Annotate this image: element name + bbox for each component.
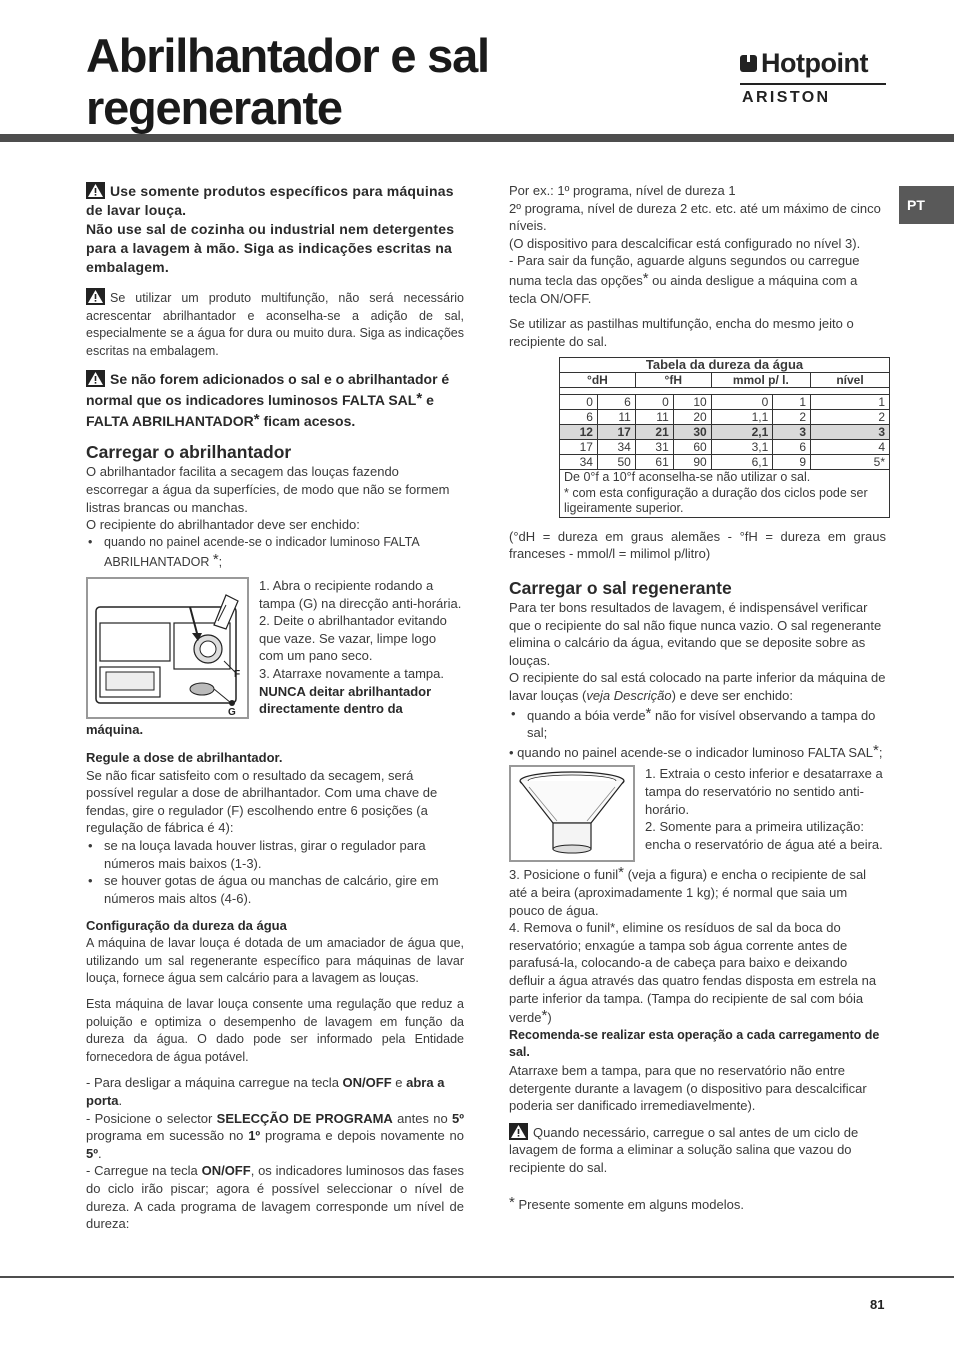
warning-icon (86, 288, 105, 305)
title-line-2: regenerante (86, 81, 342, 134)
salt-list (509, 705, 886, 742)
brand-mark-icon (740, 55, 757, 72)
table-cell: 6 (597, 395, 635, 410)
language-tab: PT (899, 186, 954, 224)
hardness-step-3: - Carregue na tecla ON/OFF, os indicadores luminosos das fases do ciclo irão piscar; agora é possível seleccionar o nível de dureza. A cada programa de lavagem corresponde um nível de dureza: (86, 1163, 464, 1232)
footnote: * Presente somente em alguns modelos. (509, 1194, 744, 1213)
salt-indicator: • quando no painel acende-se o indicador luminoso FALTA SAL*; (509, 741, 883, 760)
table-cell: 30 (673, 425, 711, 440)
warning-multifunction: Se utilizar um produto multifunção, não será necessário acrescentar abrilhantador e aconselha-se a adição de sal, especialmente se a água for dura ou muito dura. Siga as indicações escritas na embalagem. (86, 288, 464, 360)
footer-rule (0, 1276, 954, 1278)
section-heading-dose: Regule a dose de abrilhantador. (86, 749, 283, 765)
list-item: • se houver gotas de água ou manchas de calcário, gire em números mais altos (4-6). (86, 872, 464, 907)
salt-figure-block (509, 765, 886, 862)
table-row (560, 425, 890, 440)
hardness-text-2: Esta máquina de lavar louça consente uma regulação que reduz a poluição e optimiza o desempenho de lavagem em função da dureza da água. O dado pode ser informado pela Entidade fornecedora de água potável. (86, 997, 464, 1064)
table-row (560, 395, 890, 410)
table-cell: 0 (711, 395, 773, 410)
table-row (560, 440, 890, 455)
rinse-aid-list (86, 534, 464, 572)
brand-name: Hotpoint (740, 48, 890, 79)
rinse-aid-fill: O recipiente do abrilhantador deve ser enchido: (86, 517, 360, 533)
rinse-aid-steps: 1. Abra o recipiente rodando a tampa (G) na direcção anti-horária. 2. Deite o abrilhantador evitando que vaze. Se vazar, limpe logo com um pano seco. 3. Atarraxe novamente a tampa. NUNCA deitar abrilhantador directamente dentro da (259, 577, 462, 717)
table-cell: 1,1 (711, 410, 773, 425)
table-cell: 3 (811, 425, 890, 440)
rinse-aid-warning-end: máquina. (86, 721, 144, 737)
table-note: De 0°f a 10°f aconselha-se não utilizar o sal. * com esta configuração a duração dos ciclos pode ser ligeiramente superior. (560, 470, 890, 518)
fig-label-g: G (228, 706, 236, 718)
table-cell: 9 (773, 455, 811, 470)
left-column (86, 182, 464, 1233)
table-cell: 5* (811, 455, 890, 470)
table-cell: 90 (673, 455, 711, 470)
table-cell: 2 (773, 410, 811, 425)
table-cell: 11 (597, 410, 635, 425)
table-cell: 17 (597, 425, 635, 440)
table-cell: 6 (773, 440, 811, 455)
salt-intro: Para ter bons resultados de lavagem, é indispensável verificar que o recipiente do sal não fique nunca vazio. O sal regenerante elimina o calcário da água, evitando que se deposite sobre as louças. (509, 600, 882, 668)
example-1: Por ex.: 1º programa, nível de dureza 1 (509, 183, 736, 198)
dose-list (86, 837, 464, 907)
warning-icon (86, 370, 105, 387)
warning-products: Use somente produtos específicos para máquinas de lavar louça. Não use sal de cozinha ou industrial nem detergentes para a lavagem à mão. Siga as indicações escritas na embalagem. (86, 183, 455, 275)
table-cell: 34 (560, 455, 598, 470)
table-cell: 17 (560, 440, 598, 455)
example-3: (O dispositivo para descalcificar está configurado no nível 3). (509, 235, 861, 251)
brand-sub: ARISTON (742, 89, 831, 106)
table-cell: 11 (635, 410, 673, 425)
table-header: °dH (560, 373, 636, 388)
tablets-text: Se utilizar as pastilhas multifunção, encha do mesmo jeito o recipiente do sal. (509, 316, 854, 349)
list-item: • se na louça lavada houver listras, girar o regulador para números mais baixos (1-3). (86, 837, 464, 872)
table-cell: 61 (635, 455, 673, 470)
salt-closing: Atarraxe bem a tampa, para que no reservatório não entre detergente durante a lavagem (o dispositivo para descalcificar poderia ser danificado irremediavelmente). (509, 1062, 867, 1114)
rinse-aid-figure-block (86, 577, 464, 719)
section-heading-salt: Carregar o sal regenerante (509, 578, 732, 599)
warning-icon (86, 182, 105, 199)
warning-icon (509, 1123, 528, 1140)
table-cell: 60 (673, 440, 711, 455)
table-cell: 50 (597, 455, 635, 470)
table-cell: 0 (635, 395, 673, 410)
list-item: • quando a bóia verde* não for visível observando a tampa do sal; (509, 705, 886, 742)
salt-step-3: 3. Posicione o funil* (veja a figura) e encha o recipiente de sal até a beira (aproximadamente 1 kg); é normal que saia um pouco de água. (509, 864, 867, 918)
table-cell: 1 (811, 395, 890, 410)
salt-steps: 1. Extraia o cesto inferior e desatarraxe a tampa do reservatório no sentido anti-horário. 2. Somente para a primeira utilização: encha o reservatório de água até a beira. (645, 766, 883, 852)
table-header: mmol p/ l. (711, 373, 810, 388)
table-cell: 31 (635, 440, 673, 455)
list-item: • quando no painel acende-se o indicador luminoso FALTA ABRILHANTADOR *; (86, 534, 464, 572)
section-heading-hardness: Configuração da dureza da água (86, 918, 287, 934)
brand-logo (740, 48, 890, 107)
table-cell: 6,1 (711, 455, 773, 470)
page-title (86, 30, 566, 134)
table-cell: 4 (811, 440, 890, 455)
rinse-aid-dispenser-illustration (86, 577, 249, 719)
page-number: 81 (870, 1297, 885, 1312)
salt-warning: Quando necessário, carregue o sal antes de um ciclo de lavagem de forma a eliminar a solução salina que vazou do recipiente do sal. (509, 1124, 859, 1175)
title-line-1: Abrilhantador e sal (86, 29, 489, 82)
table-cell: 34 (597, 440, 635, 455)
hardness-step-1: - Para desligar a máquina carregue na tecla ON/OFF e abra a porta. (86, 1075, 445, 1109)
table-cell: 3,1 (711, 440, 773, 455)
table-row (560, 410, 890, 425)
right-column (509, 182, 886, 1214)
table-cell: 1 (773, 395, 811, 410)
table-cell: 12 (560, 425, 598, 440)
table-header: °fH (635, 373, 711, 388)
units-legend: (°dH = dureza em graus alemães - °fH = dureza em graus franceses - mmol/l = milimol p/litro) (509, 528, 886, 562)
logo-divider (740, 83, 886, 85)
salt-recommendation: Recomenda-se realizar esta operação a cada carregamento de sal. (509, 1027, 880, 1060)
salt-funnel-illustration (509, 765, 635, 862)
table-cell: 2,1 (711, 425, 773, 440)
table-cell: 6 (560, 410, 598, 425)
table-cell: 10 (673, 395, 711, 410)
table-cell: 21 (635, 425, 673, 440)
section-heading-rinse-aid: Carregar o abrilhantador (86, 442, 292, 463)
example-4: - Para sair da função, aguarde alguns segundos ou carregue numa tecla das opções* ou ainda desligue a máquina com a tecla ON/OFF. (509, 253, 860, 306)
table-title: Tabela da dureza da água (560, 358, 890, 373)
table-cell: 2 (811, 410, 890, 425)
fig-label-f: F (234, 668, 241, 680)
rinse-aid-intro: O abrilhantador facilita a secagem das louças fazendo escorregar a água da superfícies, de modo que não se formem listras brancas ou manchas. (86, 464, 450, 515)
table-cell: 0 (560, 395, 598, 410)
hardness-text-1: A máquina de lavar louça é dotada de um amaciador de água que, utilizando um sal regenerante específico para máquinas de lavar louça, fornece água sem calcário para a lavagem as louças. (86, 936, 464, 986)
salt-location: O recipiente do sal está colocado na parte inferior da máquina de lavar louças (veja Descrição) e deve ser enchido: (509, 670, 886, 703)
hardness-table-body (560, 395, 890, 470)
dose-text: Se não ficar satisfeito com o resultado da secagem, será possível regular a dose de abrilhantador. Com uma chave de fendas, gire o regulador (F) escolhendo entre 6 posições (a regulação de fábrica é 4): (86, 767, 438, 836)
table-cell: 20 (673, 410, 711, 425)
hardness-table (559, 357, 890, 518)
warning-indicators: Se não forem adicionados o sal e o abrilhantador é normal que os indicadores luminosos FALTA SAL* e FALTA ABRILHANTADOR* ficam acesos. (86, 371, 450, 430)
table-header: nível (811, 373, 890, 388)
header-rule (0, 134, 954, 142)
example-2: 2º programa, nível de dureza 2 etc. etc. até um máximo de cinco níveis. (509, 200, 881, 234)
salt-step-4: 4. Remova o funil*, elimine os resíduos de sal da boca do reservatório; enxagúe a tampa sob água corrente antes de parafusá-la, colocando-a de cabeça para baixo e deixando defluir a água através das quatro fendas disposta em estrela na parte inferior da tampa. (Tampa do recipiente de sal com bóia verde*) (509, 920, 877, 1026)
table-row (560, 455, 890, 470)
hardness-step-2: - Posicione o selector SELECÇÃO DE PROGRAMA antes no 5º programa em sucessão no 1º programa e depois novamente no 5º. (86, 1110, 465, 1161)
table-cell: 3 (773, 425, 811, 440)
